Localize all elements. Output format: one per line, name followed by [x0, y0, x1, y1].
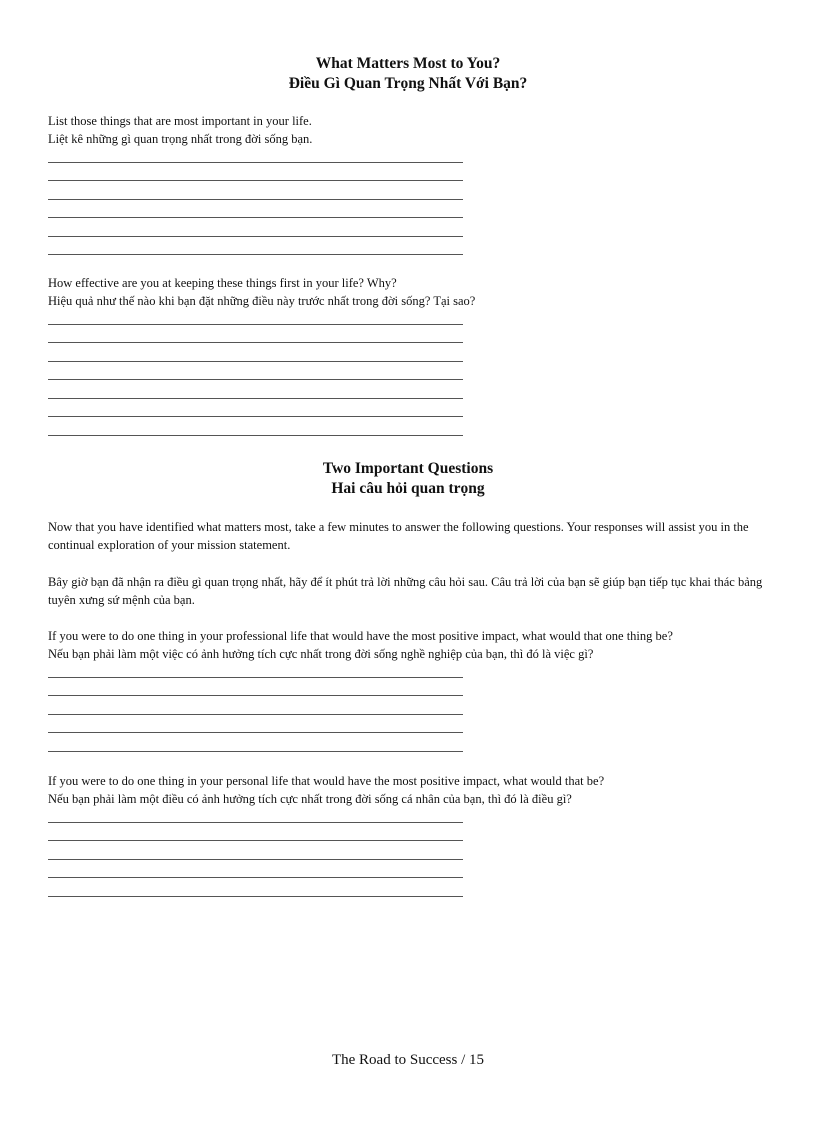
answer-line[interactable] — [48, 860, 463, 879]
section1-title-en: What Matters Most to You? — [315, 55, 501, 72]
answer-line[interactable] — [48, 200, 463, 219]
answer-line[interactable] — [48, 399, 463, 418]
answer-line[interactable] — [48, 343, 463, 362]
section2-title-vi: Hai câu hỏi quan trọng — [331, 480, 485, 497]
answer-line[interactable] — [48, 380, 463, 399]
answer-line[interactable] — [48, 325, 463, 344]
answer-lines-4[interactable] — [48, 804, 463, 897]
prompt2-vi: Hiệu quả như thế nào khi bạn đặt những điều này trước nhất trong đời sống? Tại sao? — [48, 294, 476, 308]
answer-line[interactable] — [48, 362, 463, 381]
prompt2-en: How effective are you at keeping these things first in your life? Why? — [48, 276, 397, 290]
intro-en: Now that you have identified what matters most, take a few minutes to answer the following questions. Your responses will assist you in the continual exploration of your mission statement. — [48, 520, 749, 552]
question2-en: If you were to do one thing in your personal life that would have the most positive impact, what would that be? — [48, 774, 605, 788]
answer-line[interactable] — [48, 659, 463, 678]
answer-lines-2[interactable] — [48, 306, 463, 436]
answer-line[interactable] — [48, 841, 463, 860]
answer-line[interactable] — [48, 678, 463, 697]
answer-lines-3[interactable] — [48, 659, 463, 752]
question1-vi: Nếu bạn phải làm một việc có ảnh hưởng tích cực nhất trong đời sống nghề nghiệp của bạn, thì đó là việc gì? — [48, 647, 594, 661]
answer-line[interactable] — [48, 878, 463, 897]
answer-line[interactable] — [48, 696, 463, 715]
section2-title-en: Two Important Questions — [322, 460, 494, 477]
page-footer: The Road to Success / 15 — [331, 1052, 485, 1068]
answer-line[interactable] — [48, 417, 463, 436]
answer-lines-1[interactable] — [48, 144, 463, 255]
answer-line[interactable] — [48, 218, 463, 237]
answer-line[interactable] — [48, 733, 463, 752]
prompt1-vi: Liệt kê những gì quan trọng nhất trong đời sống bạn. — [48, 132, 313, 146]
answer-line[interactable] — [48, 163, 463, 182]
answer-line[interactable] — [48, 181, 463, 200]
question1-en: If you were to do one thing in your professional life that would have the most positive impact, what would that one thing be? — [48, 629, 673, 643]
intro-vi: Bây giờ bạn đã nhận ra điều gì quan trọng nhất, hãy để ít phút trả lời những câu hỏi sau. Câu trả lời của bạn sẽ giúp bạn tiếp tục khai thác bảng tuyên xưng sứ mệnh của bạn. — [48, 575, 763, 607]
section1-title-vi: Điều Gì Quan Trọng Nhất Với Bạn? — [288, 75, 528, 92]
answer-line[interactable] — [48, 144, 463, 163]
question2-vi: Nếu bạn phải làm một điều có ảnh hưởng tích cực nhất trong đời sống cá nhân của bạn, thì đó là điều gì? — [48, 792, 572, 806]
answer-line[interactable] — [48, 804, 463, 823]
answer-line[interactable] — [48, 306, 463, 325]
section1-title — [0, 54, 816, 94]
section2-title — [0, 459, 816, 499]
prompt1-en: List those things that are most important in your life. — [48, 114, 312, 128]
answer-line[interactable] — [48, 237, 463, 256]
answer-line[interactable] — [48, 715, 463, 734]
answer-line[interactable] — [48, 823, 463, 842]
